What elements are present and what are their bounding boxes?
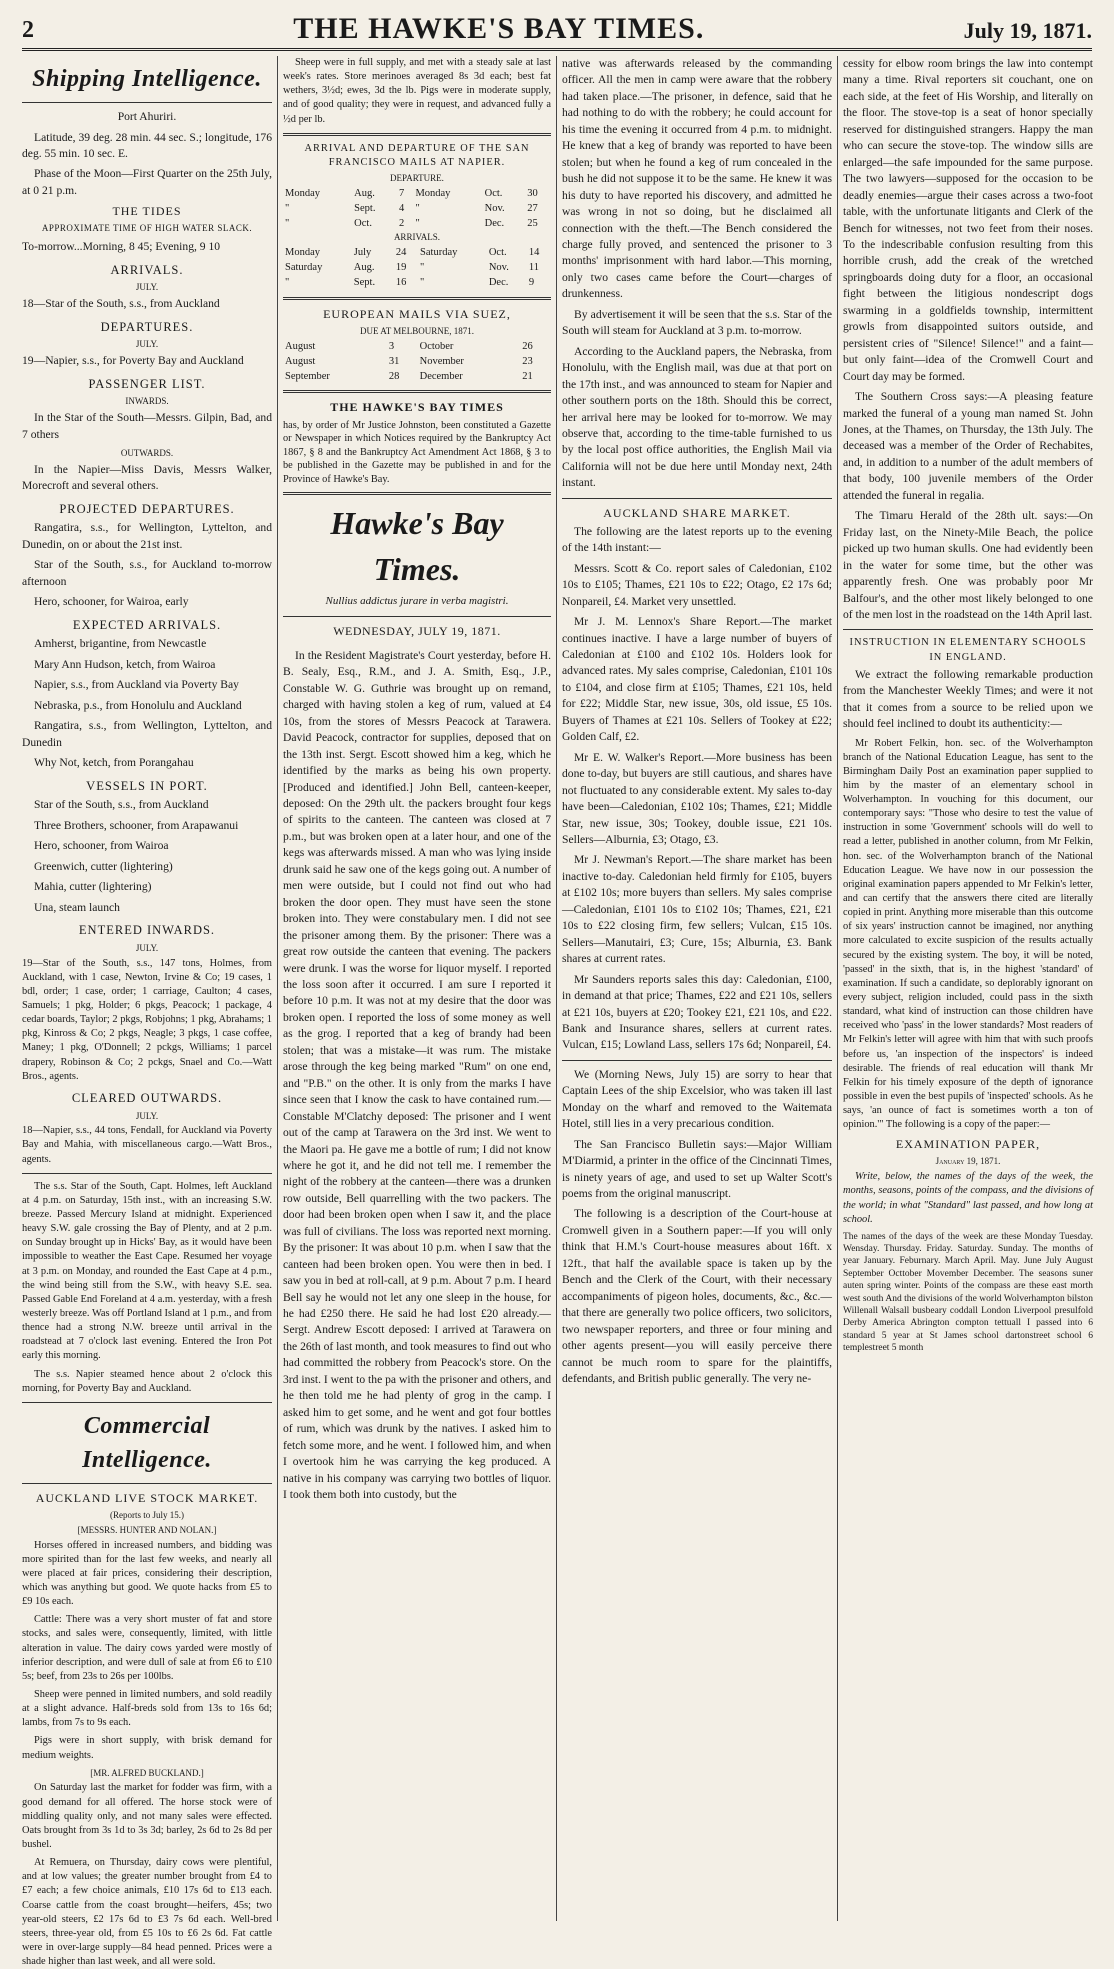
shipping-heading: Shipping Intelligence. [32, 66, 262, 92]
news-paragraph: We (Morning News, July 15) are sorry to hear that Captain Lees of the ship Excelsior, who was taken ill last Monday on the wharf and removed to the Waitemata Hotel, still lies in a very precarious condition. [562, 1067, 832, 1131]
vessel-entry: Hero, schooner, from Wairoa [34, 839, 169, 853]
masthead [22, 8, 1092, 51]
passenger-heading: PASSENGER LIST. [88, 376, 206, 391]
court-report: In the Resident Magistrate's Court yesterday, before H. B. Sealy, Esq., R.M., and J. A. Smith, Esq., J.P., Constable W. G. Guthrie was brought up on remand, charged with having stolen a keg of rum, valued at £4 10s, from the stores of Messrs Peacock at Tarawera. David Peacock, contractor for supplies, deposed that on the 13th inst. Sergt. Escott showed him a keg, which he identified by the marks as being his own property. [Produced and identified.] John Bell, canteen-keeper, deposed: On the 29th ult. the packers brought four kegs of spirits to the canteen. The canteen was closed at 7 p.m., but was broken open at a later hour, and one of the kegs was afterwards missed. A man who was lying inside drunk said he saw one of the kegs going out. A number of men were outside, but I could not find out who had broken the door open. They must have seen the stone broken into. They were constabulary men. I did not see the prisoner among them. By the prisoner: There was a great row outside the canteen that evening. The packers were drunk. I was the worse for liquor myself. I reported the loss soon after it occurred. I am sure I reported it before 10 p.m. It was not at my desire that the door was broken open. I reported the loss of some money as well as the grog. I reported that a keg of brandy had been stolen; that was a mistake—it was rum. The mistake arose through the keg being marked "Rum" on one end, and "P.B." on the other. It is only from the marks I have since seen that I know the cask to have contained rum.—Constable M'Clatchy deposed: The prisoner and I went out of the camp at Tarawera on the 3rd inst. We went to the Maori pa. He gave me a bottle of rum; I did not know where he got it, and he did not tell me. I remember the night of the robbery at the canteen—there was a drunken row outside, Bell quarrelling with the two packers. The door had been broken open when I saw it, and the place was full of civilians. The loss was reported next morning. By the prisoner: It was about 10 p.m. when I saw that the canteen had been broken open. You were then in bed. I saw you in bed at roll-call, at 9 p.m. About 7 p.m. I heard Bell say he would not let any one sleep in the house, for he had £250 there. He said he had lost £20 already.—Sergt. Andrew Escott deposed: I arrived at Tarawera on the 26th of last month, and took measures to find out who had committed the robbery from Peacock's store. On the 3rd inst. I went to the pa with the prisoner and others, and he then told me he had plenty of grog in the camp. I asked him to get some, and he went and got four bottles of rum, which was drunk by the natives. I asked him to fetch some more, and he went. I followed him, and when I overtook him he was carrying the keg produced. A native in his company was carrying two bottles of liquor. I took them both into custody, but the [283, 648, 551, 1502]
departure-table [283, 187, 551, 232]
column-rule [837, 56, 838, 1921]
livestock-paragraph: Cattle: There was a very short muster of fat and store stocks, and sales were, consequently, limited, with little alteration in value. The dairy cows yarded were mostly of inferior description, and were dull of sale at from £6 to £10 5s; beef, from 23s to 26s per 100lbs. [22, 1614, 272, 1682]
vessel-entry: Mahia, cutter (lightering) [34, 880, 152, 894]
table-row: August 31 November 23 [285, 355, 533, 367]
hunter-label: [MESSRS. HUNTER AND NOLAN.] [77, 1524, 217, 1535]
news-paragraph: The Timaru Herald of the 28th ult. says:—On Friday last, on the Ninety-Mile Beach, the police picked up two human skulls. One had evidently been in the water for some time, but the other was apparently fresh. One was probably poor Mr Balfour's, and the other most likely belonged to one of the men lost in the roadstead on the 14th April last. [843, 509, 1093, 621]
instruction-intro: We extract the following remarkable production from the Manchester Weekly Times; and were it not that it comes from a source to be relied upon we should feel inclined to doubt its authenticity:— [843, 667, 1093, 731]
projected-entry: Hero, schooner, for Wairoa, early [34, 595, 189, 609]
table-row: Monday Aug. 7 Monday Oct. 30 [285, 187, 538, 199]
vessel-entry: Three Brothers, schooner, from Arapawanui [34, 818, 239, 832]
livestock-subheading: (Reports to July 15.) [110, 1510, 184, 1521]
latitude: Latitude, 39 deg. 28 min. 44 sec. S.; longitude, 176 deg. 55 min. 10 sec. E. [22, 130, 272, 160]
expected-entry: Amherst, brigantine, from Newcastle [34, 637, 207, 651]
instruction-heading: INSTRUCTION IN ELEMENTARY SCHOOLS IN ENGLAND. [849, 637, 1087, 663]
nebraska-note: According to the Auckland papers, the Nebraska, from Honolulu, with the English mail, was due at that port on the 17th inst., and was announced to steam for Napier and other southern ports on the 18th. Should this be correct, her arrival here may be looked for to-morrow. We may observe that, according to the time-table furnished to us by the local post office authorities, the English Mail via California will not be due here until Monday next, 24th instant. [562, 344, 832, 490]
arrivals-month: JULY. [135, 282, 159, 293]
suez-subheading: DUE AT MELBOURNE, 1871. [359, 325, 475, 336]
page-number: 2 [22, 17, 34, 43]
expected-entry: Rangatira, s.s., from Wellington, Lyttelton, and Dunedin [22, 719, 272, 749]
expected-entry: Mary Ann Hudson, ketch, from Wairoa [34, 657, 216, 671]
tides-heading: THE TIDES [112, 204, 182, 219]
entered-heading: ENTERED INWARDS. [78, 923, 216, 938]
departures-heading: DEPARTURES. [100, 319, 194, 334]
share-report: Mr J. M. Lennox's Share Report.—The market continues inactive. I have a large number of buyers of Caledonian at £100 and £102 10s. Holders look for advanced rates. My sales comprise, Caledonian, £101 10s to £104, and close firm at £105; Thames, £21 10s, held for £22; Middle Star, new issue, 30s, old issue, £5 10s. Buyers of Thames at £21 10s. Sellers of Tookey at £22; Golden Calf, £2. [562, 615, 832, 744]
outwards-text: In the Napier—Miss Davis, Messrs Walker, Morecroft and several others. [22, 462, 272, 493]
share-heading: AUCKLAND SHARE MARKET. [603, 505, 791, 520]
port-name: Port Ahuriri. [117, 110, 177, 124]
cleared-heading: CLEARED OUTWARDS. [71, 1090, 223, 1105]
column-rule [277, 56, 278, 1921]
paper-name: THE HAWKE'S BAY TIMES. [293, 12, 705, 45]
table-row: " Oct. 2 " Dec. 25 [285, 217, 538, 229]
mails-heading: ARRIVAL AND DEPARTURE OF THE SAN FRANCISCO MAILS AT NAPIER. [304, 142, 530, 168]
expected-entry: Nebraska, p.s., from Honolulu and Auckland [34, 698, 242, 712]
news-paragraph: The following is a description of the Court-house at Cromwell given in a Southern paper:—If you will only think that H.M.'s Court-house measures about 16ft. x 12ft., that half the available space is taken up by the Bench and the Clerk of the Court, with their necessary accompaniments of pigeon holes, documents, &c., &c.—that there are generally two police officers, two solicitors, two newspaper reporters, and three or four mining and other agents present—you will easily perceive there cannot be much room to spare for the plaintiffs, defendants, and British public generally. The very ne- [562, 1207, 832, 1386]
livestock-paragraph: Pigs were in short supply, with brisk demand for medium weights. [22, 1735, 272, 1761]
tides-subheading: APPROXIMATE TIME OF HIGH WATER SLACK. [41, 223, 253, 234]
exam-answers: The names of the days of the week are these Monday Tuesday. Wensday. Thursday. Friday. Saturday. Sunday. The months of year January. Feburnary. March April. May. June July August September Octtober Movember December. The seasons suner auten spring winter. Points of the compass are these east morth west south And the divisions of the world Wolverhampton bilston Willenall Walsall busbeary coddall London Liverpool presulfold Derby America Abrington compton tettuall I passed into 6 standard 5 year at St James school dartonstreet school 6 templestreet 5 month [843, 1231, 1093, 1353]
livestock-paragraph: Horses offered in increased numbers, and bidding was more spirited than for the last few weeks, and nearly all were placed at fair prices, considering their description, which was anything but good. We quote hacks from £5 to £9 10s each. [22, 1539, 272, 1608]
voyage-report: The s.s. Star of the South, Capt. Holmes, left Auckland at 4 p.m. on Saturday, 15th inst., with an increasing S.W. breeze. Passed Mercury Island at midnight. Experienced heavy S.W. gale crossing the Bay of Plenty, and at 2 p.m. on Sunday brought up in Hicks' Bay, as it would have been impossible to weather the East Cape. Resumed her voyage at 3 p.m. on Monday, and rounded the East Cape at 4 p.m., the wind being still from the S.W., with heavy S.E. sea. Passed Gable End Foreland at 4 a.m. yesterday, with a fresh westerly breeze. Was off Portland Island at 1 p.m., and from thence had a strong N.W. breeze until arrival in the roadstead at 7 o'clock last evening. Entered the Iron Pot early this morning. [22, 1180, 272, 1362]
entered-text: 19—Star of the South, s.s., 147 tons, Holmes, from Auckland, with 1 case, Newton, Irvine & Co; 19 cases, 1 bdl, order; 1 case, order; 1 carriage, Caulton; 4 cases, Samuels; 1 pkg, Holder; 6 pkgs, Peacock; 1 package, 4 cedar boards, Taylor; 2 pkgs, Robjohns; 1 pkg, Abrahams; 1 pkg, Kinross & Co; 2 pkgs, Neagle; 3 pkgs, 1 case coffee, Maney; 1 pkg, O'Donnell; 2 pckgs, Williams; 1 parcel drapery, Robinson & Co; 2 pckgs, Snael and Co.—Watt Bros., agents. [22, 957, 272, 1082]
news-paragraph: The Southern Cross says:—A pleasing feature marked the funeral of a young man named St. John Jones, at the Thames, on Thursday, the 13th July. The deceased was a member of the Order of Rechabites, and, in addition to a number of the adult members of that body, 100 juvenile members of the Order attended the funeral in regalia. [843, 390, 1093, 502]
moon-phase: Phase of the Moon—First Quarter on the 25th July, at 0 21 p.m. [22, 167, 272, 197]
column-2 [283, 56, 551, 1921]
gazette-notice [283, 399, 551, 486]
livestock-paragraph: Sheep were penned in limited numbers, and sold readily at a slight advance. Half-breds sold from 13s to 16s 6d; lambs, from 7s to 9s each. [22, 1688, 272, 1729]
exam-heading: EXAMINATION PAPER, [895, 1137, 1041, 1152]
projected-entry: Star of the South, s.s., for Auckland to-morrow afternoon [22, 558, 272, 588]
vessel-entry: Greenwich, cutter (lightering) [34, 859, 173, 873]
news-paragraph: The San Francisco Bulletin says:—Major William M'Diarmid, a printer in the office of the Cincinnati Times, is ninety years of age, and used to set up Walter Scott's poems from the original manuscript. [562, 1137, 832, 1201]
arrivals-label: ARRIVALS. [393, 232, 441, 243]
column-3 [562, 56, 832, 1921]
inwards-text: In the Star of the South—Messrs. Gilpin, Bad, and 7 others [22, 411, 272, 441]
notice-text: has, by order of Mr Justice Johnston, been constituted a Gazette or Newspaper in which Notices required by the Bankruptcy Act 1867, § 8 and the Bankruptcy Act Amendment Act 1868, § 3 to be published in the Gazette may be published in and for the Province of Hawke's Bay. [283, 419, 551, 485]
departures-month: JULY. [135, 339, 159, 350]
livestock-paragraph: At Remuera, on Thursday, dairy cows were plentiful, and at low values; the greater number brought from £4 to £7 each; a few choice animals, £10 17s 6d to £13 each. Coarse cattle from the coast brought—heifers, 45s; two year-old steers, £2 17s 6d to £3 7s 6d each. Well-bred steers, three-year old, from £5 10s to £6 2s 6d. Fat cattle were in over-large supply—84 head penned. Prices were a shade higher than last week, and all were sold. [22, 1857, 272, 1968]
vessel-entry: Star of the South, s.s., from Auckland [34, 798, 209, 812]
table-row: Saturday Aug. 19 " Nov. 11 [285, 262, 539, 274]
paper-motto: Nullius addictus jurare in verba magistri. [325, 595, 509, 608]
share-report: Messrs. Scott & Co. report sales of Caledonian, £102 10s to £105; Thames, £21 10s to £22; Otago, £2 17s 6d; Nonpareil, £4. Market very unsettled. [562, 561, 832, 608]
advert-note: By advertisement it will be seen that the s.s. Star of the South will steam for Auckland at 3 p.m. to-morrow. [562, 307, 832, 338]
vessel-entry: Una, steam launch [34, 900, 120, 914]
suez-table [283, 340, 551, 385]
issue-date: July 19, 1871. [963, 18, 1092, 43]
table-row: Monday July 24 Saturday Oct. 14 [285, 247, 540, 259]
share-report: Mr E. W. Walker's Report.—More business has been done to-day, but buyers are still cautious, and shares have not fluctuated to any considerable extent. My sales to-day have been—Caledonian, £102 10s; Thames, £21; Middle Star, new issue, 30s; Tookey, double issue, £21 10s. Sellers—Alburnia, £3; Otago, £3. [562, 750, 832, 846]
inwards-label: INWARDS. [125, 396, 169, 407]
voyage-report: The s.s. Napier steamed hence about 2 o'clock this morning, for Poverty Bay and Auckland. [22, 1368, 272, 1394]
departure-label: DEPARTURE. [390, 172, 444, 183]
column-rule [556, 56, 557, 1921]
courthouse-continued: cessity for elbow room brings the law into contempt many a time. Rival reporters sit couchant, one on each side, at the feet of His Worship, and literally on the floor. The stove-top is a seat of honor specially reserved for distinguished strangers. Happy the man who can secure the stove-top. The window sills are enlarged—the safe impounded for the same purpose. The two lawyers—supposed for the occasion to be deadly enemies—argue their cases across a two-foot table, with the unfortunate litigants and Clerk of the Bench for witnesses, not two feet from their noses. To the indescribable confusion resulting from this horrible crush, add the creak of the wretched springboards doing duty for a floor, an occasional fight between the litigious nondescript dogs swarming in a goldfields township, intermittent growls from disappointed suitors outside, and persistent cries of "Silence! Silence!" and a faint—but only faint—idea of the Cromwell Court and Court day may be formed. [843, 57, 1093, 383]
paper-title: Hawke's Bay Times. [330, 505, 504, 587]
felkin-report: Mr Robert Felkin, hon. sec. of the Wolverhampton branch of the National Education League, has sent to the Birmingham Daily Post an examination paper supplied to him by the master of an elementary school in Wolverhampton. In vouching for this document, our contemporary says: "Those who desire to test the value of instruction in some 'Government' schools will do well to read a letter, published in another column, from Mr Felkin, hon. sec. of the Wolverhampton branch of the National Education League. We have now in our possession the original examination papers appended to Mr Felkin's letter, and can certify that the answers there cited are literally copied in print. Anything more miserable than this outcome of six years' instruction cannot be imagined, nor anything more calculated to excite suspicion of the results actually secured by the existing system. The boy, it will be noted, 'passed' in the sixth, that is, in the highest 'standard' of examination. If such a candidate, so deplorably ignorant on every subject, religion included, could pass in the sixth standard, what kind of instruction can those children have received who 'pass' in the lower standards? Most readers of Mr Felkin's letter will agree with him that with such proofs before us, 'an inspection of the inspectors' is indeed desirable. The friends of real education will thank Mr Felkin for his timely exposure of the depth of ignorance possible in even the best pupils of 'inspected' schools. As he says, 'an ounce of fact is sometimes worth a ton of opinion.'" The following is a copy of the paper:— [843, 737, 1093, 1131]
tides-line: To-morrow...Morning, 8 45; Evening, 9 10 [22, 240, 221, 254]
vessels-heading: VESSELS IN PORT. [86, 778, 208, 793]
table-row: " Sept. 4 " Nov. 27 [285, 202, 538, 214]
share-report: Mr J. Newman's Report.—The share market has been inactive to-day. Caledonian held firmly for £105, buyers at £102 10s; more buyers than sellers. My sales comprise—Caledonian, £101 10s to £102 10s; Thames, £21, £21 10s to £22 closing firm, few sellers; Vulcan, £15 10s. Sellers—Manutairi, £3; Cure, 15s; Alburnia, £3. Bank shares at current rates. [562, 853, 832, 966]
exam-instructions: Write, below, the names of the days of the week, the months, seasons, points of the compass, and the divisions of the world; in what "Standard" last passed, and how long at school. [843, 1171, 1093, 1225]
commercial-heading: Commercial Intelligence. [82, 1412, 212, 1473]
column-1 [22, 56, 272, 1968]
table-row: " Sept. 16 " Dec. 9 [285, 277, 535, 289]
share-intro: The following are the latest reports up to the evening of the 14th instant:— [562, 524, 832, 555]
projected-entry: Rangatira, s.s., for Wellington, Lyttelton, and Dunedin, on or about the 21st inst. [22, 521, 272, 551]
court-report-continued: native was afterwards released by the commanding officer. All the men in camp were aware that the robbery had taken place.—The prisoner, in defence, said that he had nothing to do with the robbery; he could account for his time the evening it occurred from 4 p.m. to midnight. He knew that a keg of brandy was reported to have been stolen; but when he found a keg of rum concealed in the bush he did not suppose it to be the same. He knew it was his duty to have reported his discovery, and admitted he was wrong in not so doing, but he disclaimed all connection with the theft.—The Bench considered the charge fully proved, and sentenced the prisoner to 3 months' imprisonment with hard labor.—This morning, only two cases came before the Court—charges of drunkenness. [562, 57, 832, 301]
expected-entry: Why Not, ketch, from Porangahau [34, 756, 194, 770]
sheep-report: Sheep were in full supply, and met with a steady sale at last week's rates. Store merinoes averaged 8s 3d each; best fat wethers, 3½d; ewes, 3d the lb. Pigs were in moderate supply, and of good quality; they were in request, and advanced fully a ½d per lb. [283, 57, 551, 125]
outwards-label: OUTWARDS. [120, 447, 174, 458]
departure-entry: 19—Napier, s.s., for Poverty Bay and Auckland [22, 354, 244, 368]
table-row: August 3 October 26 [285, 340, 533, 352]
entered-month: JULY. [135, 942, 159, 953]
suez-heading: EUROPEAN MAILS VIA SUEZ, [323, 306, 511, 321]
arrival-entry: 18—Star of the South, s.s., from Auckland [22, 297, 220, 311]
arrivals-heading: ARRIVALS. [110, 262, 184, 277]
livestock-heading: AUCKLAND LIVE STOCK MARKET. [35, 1491, 259, 1506]
notice-title: THE HAWKE'S BAY TIMES [330, 400, 504, 415]
expected-entry: Napier, s.s., from Auckland via Poverty Bay [34, 678, 239, 692]
column-4 [843, 56, 1093, 1921]
table-row: September 28 December 21 [285, 370, 533, 382]
cleared-text: 18—Napier, s.s., 44 tons, Fendall, for Auckland via Poverty Bay and Mahia, with miscellaneous cargo.—Watt Bros., agents. [22, 1125, 272, 1165]
projected-heading: PROJECTED DEPARTURES. [59, 501, 235, 516]
share-report: Mr Saunders reports sales this day: Caledonian, £100, in demand at that price; Thames, £22 and £21 10s, sellers at £21 10s, buyers at £20; Tookey £21, £21 10s, and £22. Bank and Insurance shares, sellers at current rates. Vulcan, £15; Lowland Lass, sellers 17s 6d; Nonpareil, £4. [562, 972, 832, 1052]
livestock-paragraph: On Saturday last the market for fodder was firm, with a good demand for all offered. The horse stock were of middling quality only, and not many sales were effected. Oats brought from 3s 1d to 3s 3d; barley, 2s 6d to 2s 8d per bushel. [22, 1782, 272, 1851]
expected-heading: EXPECTED ARRIVALS. [72, 617, 222, 632]
buckland-label: [MR. ALFRED BUCKLAND.] [90, 1767, 204, 1778]
arrivals-table [283, 246, 551, 291]
cleared-month: JULY. [135, 1110, 159, 1121]
editorial-date: WEDNESDAY, JULY 19, 1871. [333, 623, 501, 638]
exam-date: January 19, 1871. [935, 1156, 1001, 1167]
